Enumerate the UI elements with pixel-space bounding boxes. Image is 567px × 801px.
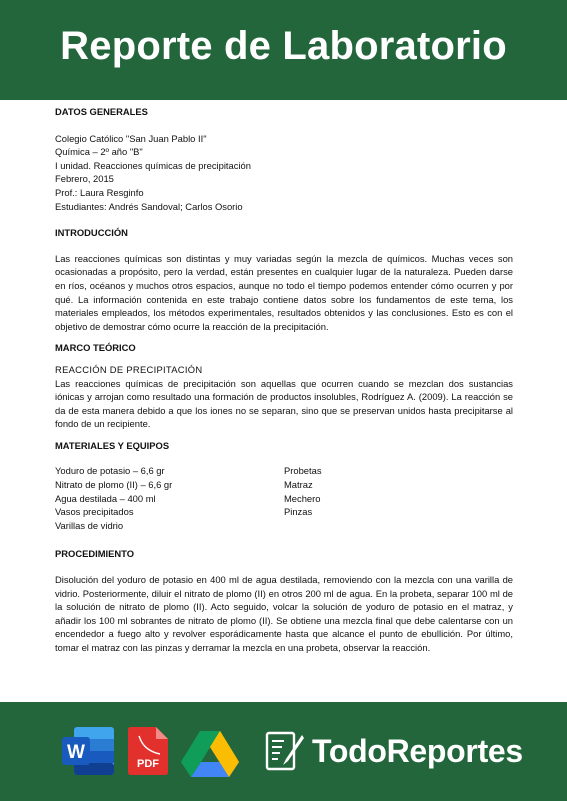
materials-column-right [284,464,484,532]
intro-paragraph: Las reacciones químicas son distintas y muy variadas según la mezcla de químicos. Muchas veces son ocasionadas a propósito, pero la verdad, están presentes en cualquier lugar de la naturaleza. Pueden darse en ríos, océanos y muchos otros espacios, aunque no todo el tiempo podemos entender cómo ocurren y por qué. La información contenida en este trabajo contiene datos sobre los fundamentos de este tema, los materiales empleados, los métodos experimentales, resultados obtenidos y las conclusiones. Esto es con el objetivo de demostrar cómo ocurre la reacción de la precipitación. [55,252,513,332]
datos-line: Estudiantes: Andrés Sandoval; Carlos Osorio [55,200,243,212]
pdf-icon[interactable] [128,727,168,775]
materials-column-left [55,464,284,532]
material-item: Varillas de vidrio [55,519,124,531]
marco-subheading: REACCIÓN DE PRECIPITACIÓN [55,363,203,375]
material-item: Agua destilada – 400 ml [55,492,156,504]
section-heading-marco: MARCO TEÓRICO [55,342,136,354]
material-item: Probetas [284,465,322,477]
datos-line: Febrero, 2015 [55,173,114,185]
report-body [55,100,513,655]
section-heading-procedimiento: PROCEDIMIENTO [55,548,135,560]
material-item: Nitrato de plomo (II) – 6,6 gr [55,479,173,491]
datos-list [55,132,513,214]
todoreportes-logo[interactable] [264,729,523,773]
materials-columns [55,464,513,532]
word-icon[interactable] [60,727,114,775]
datos-line: I unidad. Reacciones químicas de precipitación [55,159,251,171]
marco-paragraph: Las reacciones químicas de precipitación son aquellas que ocurren cuando se mezclan dos sustancias iónicas y arrojan como resultado una formación de productos insolubles, Rodríguez A. (2009). La reacción se da de esta manera debido a que los iones no se separan, sino que se preservan unidos hasta precipitarse al fondo de un recipiente. [55,377,513,430]
brand-name: TodoReportes [312,732,523,769]
section-heading-intro: INTRODUCCIÓN [55,227,128,239]
datos-line: Prof.: Laura Resginfo [55,186,144,198]
material-item: Matraz [284,479,313,491]
material-item: Vasos precipitados [55,506,134,518]
header-banner [0,0,567,100]
pdf-icon-label: PDF [137,758,159,770]
datos-line: Colegio Católico "San Juan Pablo II" [55,132,207,144]
material-item: Mechero [284,492,321,504]
material-item: Pinzas [284,506,313,518]
material-item: Yoduro de potasio – 6,6 gr [55,465,165,477]
google-drive-icon[interactable] [181,731,239,777]
page-title: Reporte de Laboratorio [60,24,507,68]
section-heading-datos: DATOS GENERALES [55,106,148,117]
section-heading-materiales: MATERIALES Y EQUIPOS [55,439,170,451]
document-pen-icon [264,729,306,773]
datos-line: Química – 2º año "B" [55,146,143,158]
procedimiento-paragraph: Disolución del yoduro de potasio en 400 ml de agua destilada, removiendo con la mezcla con una varilla de vidrio. Posteriormente, diluir el nitrato de plomo (II) en otros 200 ml de agua. En la probeta, separar 100 ml de la solución de nitrato de plomo (II). Acto seguido, volcar la solución de yoduro de potasio en el matraz, y añadir los 100 ml sobrantes de nitrato de plomo (II). Se obtiene una mezcla final que debe calentarse con un encendedor a fuego alto y revolver esporádicamente hasta que alcance el punto de ebullición. Por último, tomar el matraz con las pinzas y derramar la mezcla en una probeta, observar la reacción. [55,574,513,653]
word-icon-letter: W [67,742,85,763]
